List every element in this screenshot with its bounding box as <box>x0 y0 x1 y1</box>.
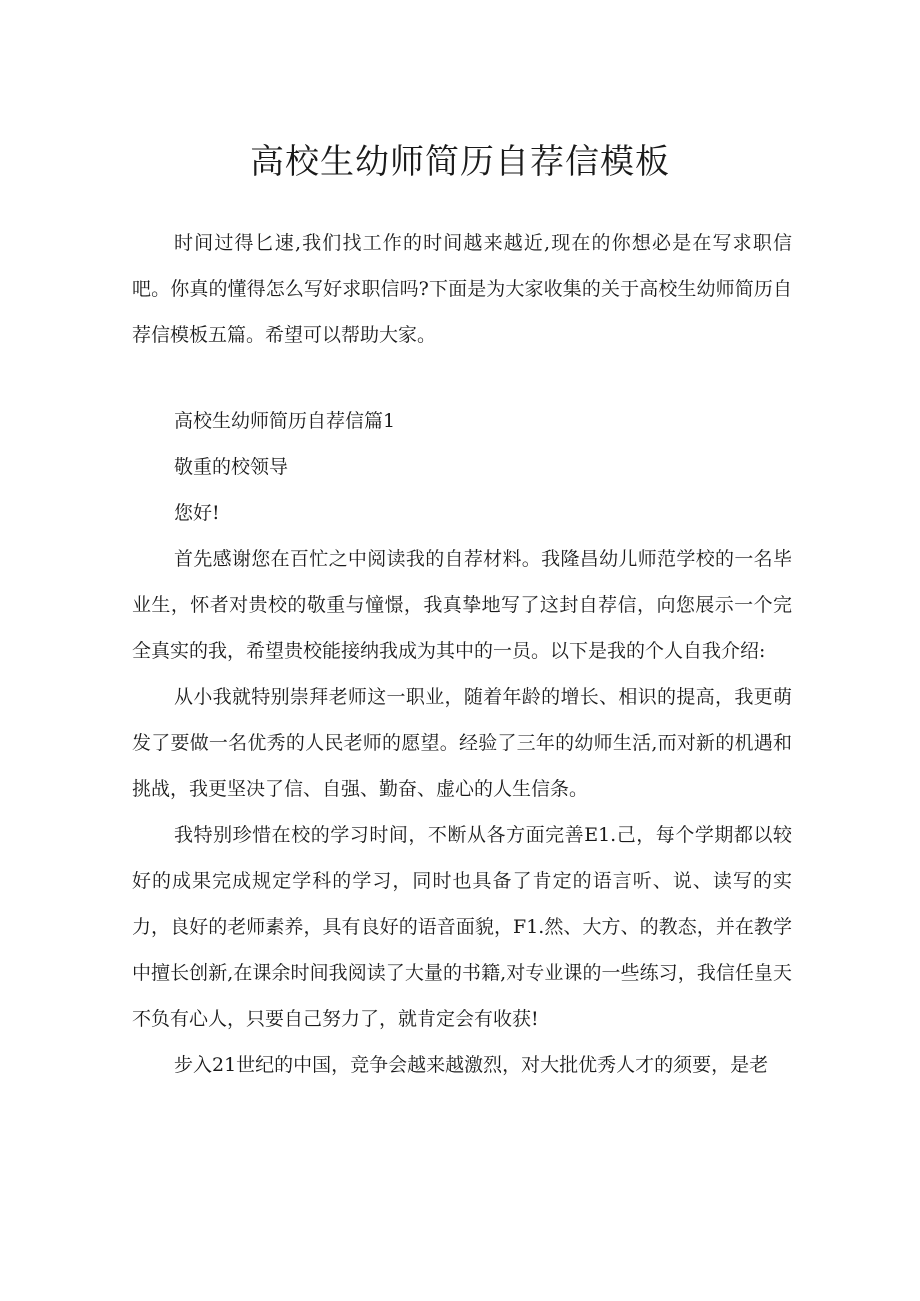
salutation: 敬重的校领导 <box>174 456 289 478</box>
document-title: 高校生幼师简历自荐信模板 <box>250 142 670 182</box>
body-paragraph-2: 从小我就特别崇拜老师这一职业，随着年龄的增长、相识的提高，我更萌发了要做一名优秀的人民老师的愿望。经验了三年的幼师生活,而对新的机遇和挑战，我更坚决了信、自强、勤奋、虚心的人生信条。 <box>132 686 792 800</box>
greeting: 您好! <box>174 502 220 524</box>
body-paragraph-4: 步入21世纪的中国，竞争会越来越激烈，对大批优秀人才的须要，是老 <box>174 1054 769 1076</box>
body-paragraph-1: 首先感谢您在百忙之中阅读我的自荐材料。我隆昌幼儿师范学校的一名毕业生，怀者对贵校的敬重与憧憬，我真挚地写了这封自荐信，向您展示一个完全真实的我，希望贵校能接纳我成为其中的一员。以下是我的个人自我介绍: <box>132 548 792 662</box>
section-heading: 高校生幼师简历自荐信篇1 <box>174 410 396 432</box>
intro-paragraph: 时间过得匕速,我们找工作的时间越来越近,现在的你想必是在写求职信吧。你真的懂得怎么写好求职信吗?下面是为大家收集的关于高校生幼师简历自荐信模板五篇。希望可以帮助大家。 <box>132 232 792 346</box>
body-paragraph-3: 我特别珍惜在校的学习时间，不断从各方面完善E1.己，每个学期都以较好的成果完成规定学科的学习，同时也具备了肯定的语言听、说、读写的实力，良好的老师素养，具有良好的语音面貌，F1.然、大方、的教态，并在教学中擅长创新,在课余时间我阅读了大量的书籍,对专业课的一些练习，我信任皇天不负有心人，只要自己努力了，就肯定会有收获! <box>132 824 792 1030</box>
document-body <box>132 220 792 1088</box>
